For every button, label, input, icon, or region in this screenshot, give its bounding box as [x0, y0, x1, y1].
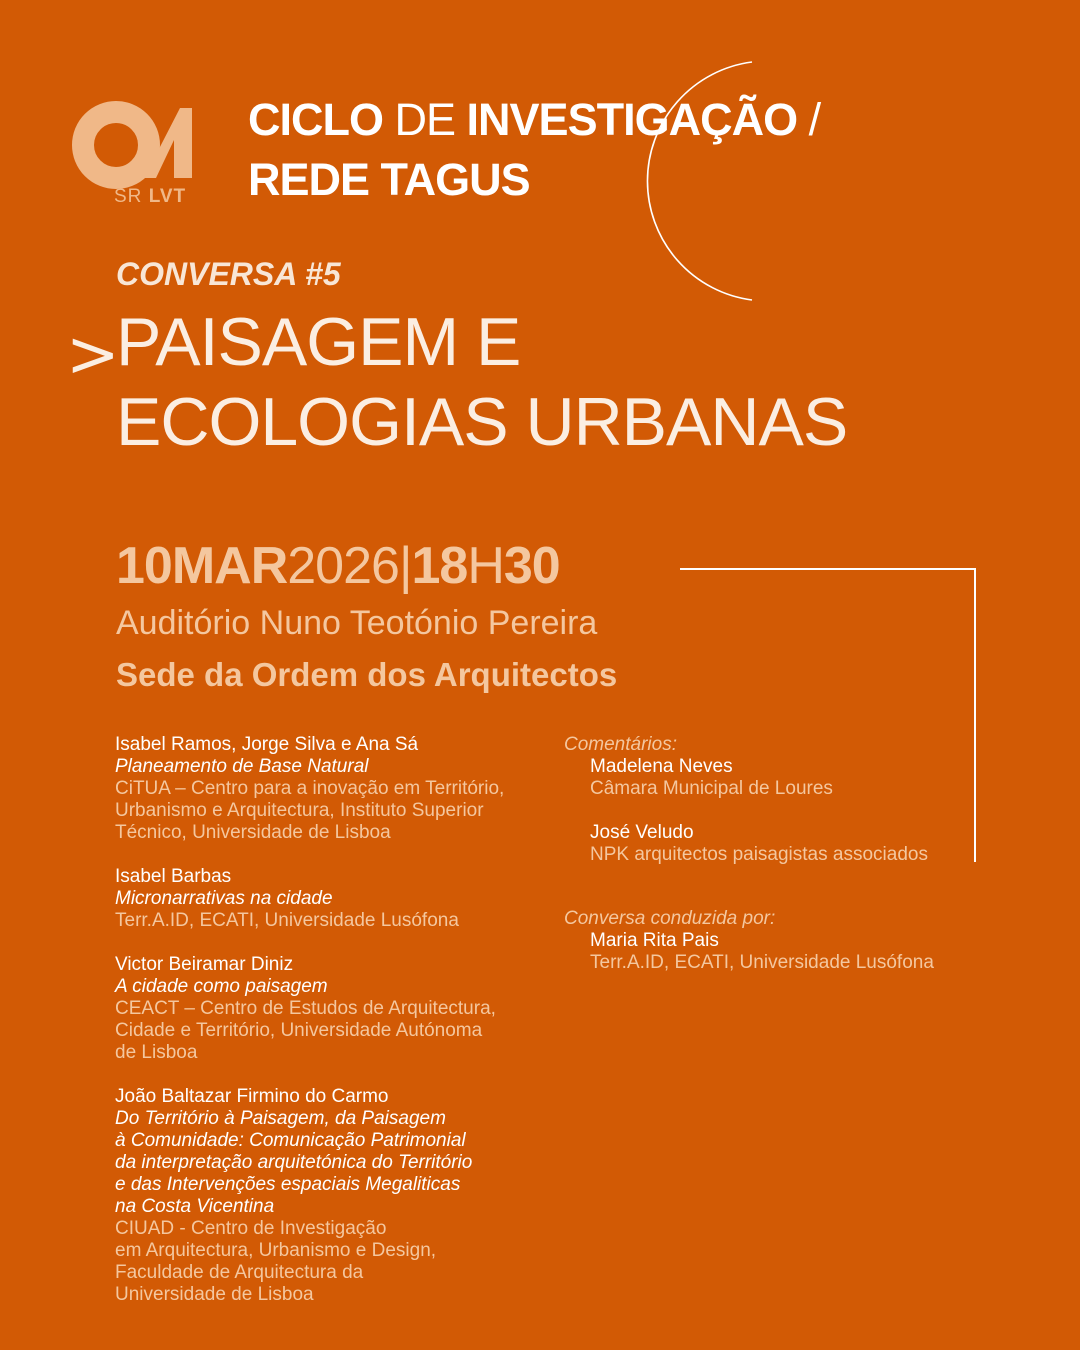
venue-name: Auditório Nuno Teotónio Pereira	[116, 604, 598, 642]
institution-line: Técnico, Universidade de Lisboa	[115, 822, 391, 843]
institution-line: CIUAD - Centro de Investigação	[115, 1218, 387, 1239]
institution-line: Faculdade de Arquitectura da	[115, 1262, 364, 1283]
institution-line: CiTUA – Centro para a inovação em Território,	[115, 778, 505, 799]
moderator	[590, 930, 964, 974]
institution-line: Urbanismo e Arquitectura, Instituto Superior	[115, 800, 484, 821]
institution-line: Terr.A.ID, ECATI, Universidade Lusófona	[115, 910, 459, 931]
series-title-line2: REDE TAGUS	[248, 154, 530, 205]
comments-label: Comentários:	[564, 734, 677, 755]
speaker-name: Isabel Barbas	[115, 866, 232, 887]
talk-title-line: Do Território à Paisagem, da Paisagem	[115, 1108, 446, 1129]
date-separator: |	[398, 537, 412, 595]
series-separator: /	[808, 94, 821, 145]
logo-caption-lvt: LVT	[148, 186, 187, 207]
speaker-block	[115, 954, 535, 1064]
moderator-institution: Terr.A.ID, ECATI, Universidade Lusófona	[590, 952, 934, 973]
talk-title-line: na Costa Vicentina	[115, 1196, 275, 1217]
time-min: 30	[503, 537, 560, 595]
chevron-right-icon: >	[66, 318, 120, 392]
logo-caption-sr: SR	[114, 186, 143, 207]
date-year: 2026	[287, 537, 399, 595]
date-day-month: 10MAR	[116, 537, 288, 595]
event-title-line1: PAISAGEM E	[116, 304, 521, 380]
moderator-name: Maria Rita Pais	[590, 930, 719, 951]
logo-caption	[114, 186, 186, 208]
speakers-list	[115, 734, 535, 1328]
series-ciclo: CICLO	[248, 94, 383, 145]
time-hour: 18	[411, 537, 468, 595]
speaker-name: João Baltazar Firmino do Carmo	[115, 1086, 389, 1107]
commentator-1	[590, 756, 964, 800]
speaker-block	[115, 734, 535, 844]
talk-title-line: à Comunidade: Comunicação Patrimonial	[115, 1130, 466, 1151]
event-title-line2: ECOLOGIAS URBANAS	[116, 384, 848, 460]
commentator-institution: Câmara Municipal de Loures	[590, 778, 833, 799]
commentator-name: Madelena Neves	[590, 756, 733, 777]
talk-title-line: Planeamento de Base Natural	[115, 756, 369, 777]
event-date-time	[116, 537, 560, 595]
institution-line: em Arquitectura, Urbanismo e Design,	[115, 1240, 437, 1261]
comments-and-moderator	[564, 734, 964, 974]
institution-line: de Lisboa	[115, 1042, 198, 1063]
moderator-label: Conversa conduzida por:	[564, 908, 776, 929]
speaker-block	[115, 1086, 535, 1306]
speaker-block	[115, 866, 535, 932]
commentator-2	[590, 822, 964, 866]
commentator-institution: NPK arquitectos paisagistas associados	[590, 844, 928, 865]
talk-title-line: Micronarrativas na cidade	[115, 888, 333, 909]
conversa-number: CONVERSA #5	[116, 256, 341, 292]
institution-line: Universidade de Lisboa	[115, 1284, 314, 1305]
institution-line: Cidade e Território, Universidade Autónoma	[115, 1020, 483, 1041]
speaker-name: Isabel Ramos, Jorge Silva e Ana Sá	[115, 734, 419, 755]
commentator-name: José Veludo	[590, 822, 694, 843]
venue-organization: Sede da Ordem dos Arquitectos	[116, 656, 618, 693]
speaker-name: Victor Beiramar Diniz	[115, 954, 294, 975]
institution-line: CEACT – Centro de Estudos de Arquitectura,	[115, 998, 496, 1019]
talk-title-line: e das Intervenções espaciais Megaliticas	[115, 1174, 461, 1195]
series-investigacao: INVESTIGAÇÃO	[466, 94, 798, 145]
series-title-line1	[248, 94, 821, 145]
talk-title-line: da interpretação arquitetónica do Território	[115, 1152, 473, 1173]
time-h: H	[467, 537, 504, 595]
series-de: DE	[394, 94, 456, 145]
talk-title-line: A cidade como paisagem	[115, 976, 328, 997]
